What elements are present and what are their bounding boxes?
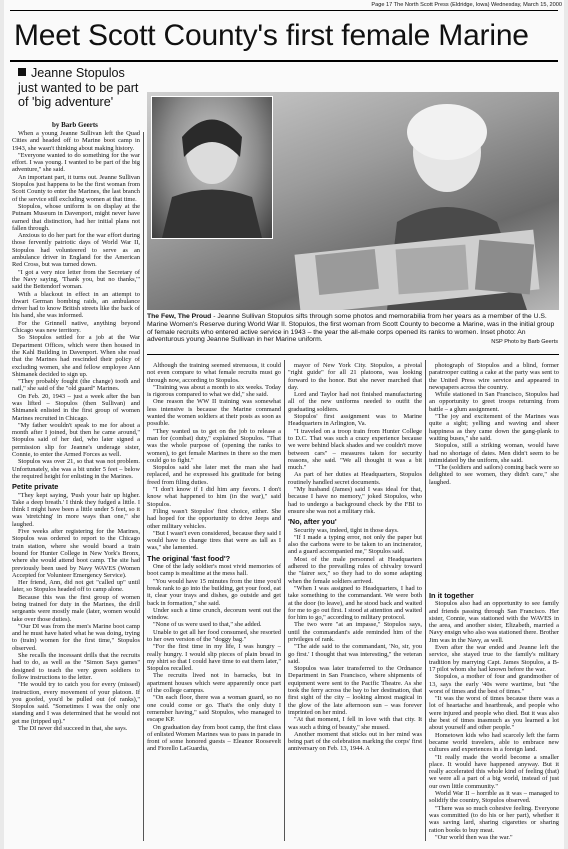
subhead: The original 'fast food'? xyxy=(147,553,231,563)
page-folio: Page 17 The North Scott Press (Eldridge, Iowa) Wednesday, March 15, 2000 xyxy=(371,2,562,8)
article-paragraph: "They probably fought (the change) tooth and nail," she said of the "old guard" Marines. xyxy=(12,378,140,393)
caption-text: - Jeanne Sullivan Stopulos sifts through some photos and memorabilia from her years as a member of the U.S. Marine Women's Reserve during World War II. Stopulos, the first woman from Scott County to become a Marine, was in the initial group of female recruits who entered active service in 1943 – the year the all-male corps opened its ranks to women. Inset photo: An adventurous young Jeanne Sullivan in her Marine uniform. xyxy=(147,313,555,344)
article-paragraph: Unable to get all her food consumed, she resorted to her own version of the "doggy bag." xyxy=(147,628,281,643)
inset-portrait-photo xyxy=(151,96,273,239)
bullet-square-icon xyxy=(18,68,26,76)
article-paragraph: Stopulos was over 21, so that was not problem. Unfortunately, she was a bit under 5 feet – below the required height for enlisting in the Marines. xyxy=(12,458,140,480)
article-paragraph: mayor of New York City. Stopulos, a pivotal "right guide" for all 21 platoons, was looking forward to the honor. But she never marched that day. xyxy=(288,362,422,391)
article-paragraph: Stopulos, a mother of four and grandmother of 13, says the early '40s were wartime, but "the worst of times and the best of times." xyxy=(429,673,559,695)
column-divider xyxy=(425,360,426,841)
article-paragraph: Under such a time crunch, decorum went out the window. xyxy=(147,606,281,622)
article-paragraph: "The (soldiers and sailors) coming back were so delighted to see women, they didn't care," she laughed. xyxy=(429,464,559,486)
article-paragraph: Even after the war ended and Jeanne left the service, she stayed true to the family's military tradition by marrying Capt. James Stopulos, a B-17 pilot whom she had known before the war. xyxy=(429,644,559,673)
article-column-2 xyxy=(147,362,281,842)
article-paragraph: For the Grinnell native, anything beyond Chicago was new territory. xyxy=(12,319,140,335)
article-paragraph: Stopulos also had an opportunity to see family and friends passing through San Francisco. Her sister, Connie, was stationed with the WAVES in the area, and another sister, Elizabeth, married a Navy ensign who also was stationed there. Brother Jim was in the Navy, as well. xyxy=(429,600,559,644)
article-paragraph: "My husband (James) said I was ideal for that, because I have no memory," joked Stopulos, who had to undergo a background check by the FBI to ensure she was not a military risk. xyxy=(288,486,422,515)
article-paragraph: "For the first time in my life, I was hungry – really hungry. I would slip pieces of plain bread in my shirt so that I could have time to eat them later," Stopulos recalled. xyxy=(147,643,281,673)
article-paragraph: Stopulos said she later met the man she had replaced, and he expressed his gratitude for being freed from filing duties. xyxy=(147,464,281,486)
article-paragraph: As part of her duties at Headquarters, Stopulos routinely handled secret documents. xyxy=(288,471,422,486)
subhead: 'No, after you' xyxy=(288,517,337,527)
headline-rule xyxy=(10,60,558,62)
article-paragraph: "I traveled on a troop train from Hunter College to D.C. That was such a crazy experience because we were behind black shades and we couldn't move between cars" – measures taken for security reasons, she said. "We all thought it was a bit much." xyxy=(288,427,422,472)
article-paragraph: "He would try to catch you for every (missed) instruction, every movement of your platoon. If you goofed, you'd be pulled out (of ranks)," Stopulos said. "Sometimes I was the only one standing and I was determined that he would not get me (tripped up)." xyxy=(12,681,140,725)
article-paragraph: "I got a very nice letter from the Secretary of the Navy saying, 'Thank you, but no thanks,'" said the Bettendorf woman. xyxy=(12,268,140,291)
photo-credit: NSP Photo by Barb Geerts xyxy=(491,339,558,345)
article-paragraph: "But I wasn't even considered, because they said I would have to change tires that were as tall as I was," she lamented. xyxy=(147,529,281,552)
article-paragraph: Filing wasn't Stopulos' first choice, either. She had hoped for the opportunity to drive Jeeps and other military vehicles. xyxy=(147,507,281,530)
article-paragraph: On graduation day from boot camp, the first class of enlisted Women Marines was to pass in parade in front of some honored guests – Eleanor Roosevelt and Fiorello LaGuardia, xyxy=(147,723,281,753)
article-paragraph: So Stopulos settled for a job at the War Department Offices, which were then housed in the Kahl Building in Davenport. When she read that the Marines had rescinded their policy of excluding women, she and fellow employee Ann Shimanek decided to sign up. xyxy=(12,334,140,378)
article-paragraph: The two were "at an impasse," Stopulos says, until the commandant's aide reminded him of the privileges of rank. xyxy=(288,621,422,643)
newspaper-page xyxy=(4,0,564,849)
article-paragraph: "My father wouldn't speak to me for about a month after I joined, but then he came around," Stopulos said of her dad, who later signed a permission slip for Jeanne's underage sister, Connie, to enter the Armed Forces as well. xyxy=(12,421,140,459)
caption-rule xyxy=(147,354,559,355)
article-paragraph: While stationed in San Francisco, Stopulos had an opportunity to greet troops returning from battle – a glum assignment. xyxy=(429,391,559,413)
article-paragraph: "You would have 15 minutes from the time you'd break rank to go into the building, get your food, eat it, clear your trays and dishes, go outside and get back in formation," she said. xyxy=(147,577,281,607)
article-paragraph: "The joy and excitement of the Marines was quite a sight; yelling and waving and sheer happiness as they came down the gang-plank to waiting buses," she said. xyxy=(429,413,559,442)
article-column-1 xyxy=(12,130,140,842)
column-divider xyxy=(143,132,144,841)
article-paragraph: "There was so much cohesive feeling. Everyone was committed (to do his or her part), whether it was saving lard, sharing cigarettes or sharing ration books to buy meat. xyxy=(429,804,559,834)
article-paragraph: "If I made a typing error, not only the paper but also the carbons were to be taken to an incinerator, and a guard accompanied me," Stopulos said. xyxy=(288,533,422,556)
article-paragraph: "On each floor, there was a woman guard, so no one could come or go. That's the only duty I remember having," said Stopulos, who managed to escape KP. xyxy=(147,694,281,724)
caption-lead: The Few, The Proud xyxy=(147,313,212,320)
article-paragraph: Stopulos' first assignment was to Marine Headquarters in Arlington, Va. xyxy=(288,413,422,428)
article-paragraph: Stopulos, still a striking woman, would have had no shortage of dates. Men didn't seem to be intimidated by the uniform, she said. xyxy=(429,442,559,464)
article-paragraph: "It really made the world become a smaller place. It would have happened anyway. But it really accelerated this whole kind of feeling (that) we were all a part of a big world, instead of just our own little community." xyxy=(429,753,559,790)
article-paragraph: Because this was the first group of women being trained for duty in the Marines, the drill sergeants were mostly male (later, women would take over those duties). xyxy=(12,593,140,623)
article-paragraph: "None of us were used to that," she added. xyxy=(153,621,262,629)
article-paragraph: An important part, it turns out. Jeanne Sullivan Stopulos just happens to be the first woman from Scott County to enter the Marines, the last branch of the service still excluding women at that time. xyxy=(12,173,140,203)
deck xyxy=(18,66,140,110)
headline: Meet Scott County's first female Marine xyxy=(14,19,529,52)
article-paragraph: Stopulos was later transferred to the Ordnance Department in San Francisco, where shipments of equipment were sent to the Pacific Theatre. As she took the ferry across the bay to her destination, that first sight of the city – looking almost magical in the glow of the late afternoon sun – was forever imprinted on her mind. xyxy=(288,665,422,716)
byline: by Barb Geerts xyxy=(52,121,98,129)
article-paragraph: The DI never did succeed in that, she says. xyxy=(18,725,128,733)
article-paragraph: photograph of Stopulos and a blind, former paratrooper cutting a cake at the party was sent to the United Press wire service and appeared in newspapers across the country. xyxy=(429,362,559,391)
article-paragraph: When a young Jeanne Sullivan left the Quad Cities and headed off to Marine boot camp in 1943, she wasn't thinking about making history. xyxy=(12,130,140,152)
article-paragraph: Stopulos, whose uniform is on display at the Putnam Museum in Davenport, might never have earned that distinction, had her initial plans not fallen through. xyxy=(12,202,140,232)
article-paragraph: Another moment that sticks out in her mind was being part of the celebration marking the corps' first anniversary on Feb. 13, 1944. A xyxy=(288,730,422,753)
article-column-3 xyxy=(288,362,422,842)
article-paragraph: "Our DI was from the men's Marine boot camp and he must have hated what he was doing, trying to (train) women for the first time," Stopulos observed. xyxy=(12,622,140,652)
article-paragraph: "When I was assigned to Headquarters, I had to take something to the commandant. We were both at the door (to leave), and he stood back and waited for me to go out first. I stood at attention and waited for him to go," according to military protocol. xyxy=(288,584,422,622)
article-column-4-continued xyxy=(429,589,559,842)
article-paragraph: "I don't know if I did him any favors. I don't know what happened to him (in the war)," said Stopulos. xyxy=(147,486,281,508)
article-paragraph: "They wanted us to get on the job to release a man for (combat) duty," explained Stopulos. "That was the whole purpose of (opening the ranks to women), to get female Marines in there so the men could go to fight." xyxy=(147,427,281,464)
article-paragraph: Although the training seemed strenuous, it could not even compare to what female recruits must go through now, according to Stopulos. xyxy=(147,362,281,384)
article-paragraph: "It was the worst of times because there was a lot of heartache and heartbreak, and people who were injured and people who died. But it was also the best of times inasmuch as you learned a lot about yourself and other people." xyxy=(429,695,559,732)
article-paragraph: One of the lady soldier's most vivid memories of boot camp is mealtime at the mess hall. xyxy=(147,563,281,578)
article-paragraph: Anxious to do her part for the war effort during those fervently patriotic days of World War II, Stopulos had volunteered to serve as an ambulance driver in England for the American Red Cross, but was turned down. xyxy=(12,232,140,269)
article-paragraph: "Our world then was the war." xyxy=(435,833,513,841)
article-paragraph: Most of the male personnel at Headquarters adhered to the prevailing rules of chivalry toward the "fairer sex," so they had to do some adapting when the female soldiers arrived. xyxy=(288,555,422,585)
article-paragraph: World War II – horrible as it was – managed to solidify the country, Stopulos observed. xyxy=(429,790,559,805)
article-paragraph: On Feb. 20, 1943 – just a week after the ban was lifted – Stopulos (then Sullivan) and Shimanek enlisted in the first group of women Marines recruited in Chicago. xyxy=(12,392,140,422)
article-paragraph: Five weeks after registering for the Marines, Stopulos was ordered to report to the Chicago train station, where she would board a train bound for Hunter College in New York's Bronx, where she would attend boot camp. The site had previously been used by Navy WAVES (Women Accepted for Volunteer Emergency Service). xyxy=(12,528,140,579)
column-divider xyxy=(284,360,285,841)
article-paragraph: With a blackout in effect in an attempt to thwart German bombing raids, an ambulance driver had to know British streets like the back of his hand, she was informed. xyxy=(12,290,140,320)
inset-photo-illustration xyxy=(152,97,272,238)
article-column-4 xyxy=(429,362,559,586)
article-paragraph: "Everyone wanted to do something for the war effort. I was young. I wanted to be part of the big adventure," she said. xyxy=(12,151,140,174)
article-paragraph: Security was, indeed, tight in those days. xyxy=(294,526,399,534)
article-paragraph: Her friend, Ann, did not get "called up" until later, so Stopulos headed off to camp alone. xyxy=(12,579,140,594)
article-paragraph: "They kept saying, 'Push your hair up higher. Take a deep breath.' I think they fudged a little. I think I might have been a little under 5 feet, so it was 'stretching' in more ways than one," she laughed. xyxy=(12,491,140,528)
subhead: Petite private xyxy=(12,482,59,492)
article-paragraph: Lord and Taylor had not finished manufacturing all of the new uniforms needed to outfit the graduating soldiers. xyxy=(288,391,422,413)
article-paragraph: One reason the WW II training was somewhat less intensive is because the Marine command wanted the women soldiers at their posts as soon as possible. xyxy=(147,398,281,428)
top-rule xyxy=(10,10,558,11)
article-paragraph: "The aide said to the commandant, 'No, sir, you go first.' I thought that was interesting," the veteran said. xyxy=(288,643,422,665)
deck-text: Jeanne Stopulos just wanted to be part of 'big adventure' xyxy=(18,66,139,109)
article-paragraph: "At that moment, I fell in love with that city. It was such a thing of beauty," she mused. xyxy=(288,716,422,731)
article-paragraph: Hometown kids who had scarcely left the farm became world travelers, able to embrace new cultures and experiences in a foreign land. xyxy=(429,731,559,754)
article-paragraph: She recalls the incessant drills that the recruits had to do, as well as the "Simon Says games" designed to teach the very green soldiers to follow instructions to the letter. xyxy=(12,652,140,681)
article-paragraph: "Training was about a month to six weeks. Today is rigorous compared to what we did," she said. xyxy=(147,383,281,399)
article-paragraph: The recruits lived not in barracks, but in apartment houses which were apparently once part of the college campus. xyxy=(147,672,281,695)
subhead: In it together xyxy=(429,591,474,600)
